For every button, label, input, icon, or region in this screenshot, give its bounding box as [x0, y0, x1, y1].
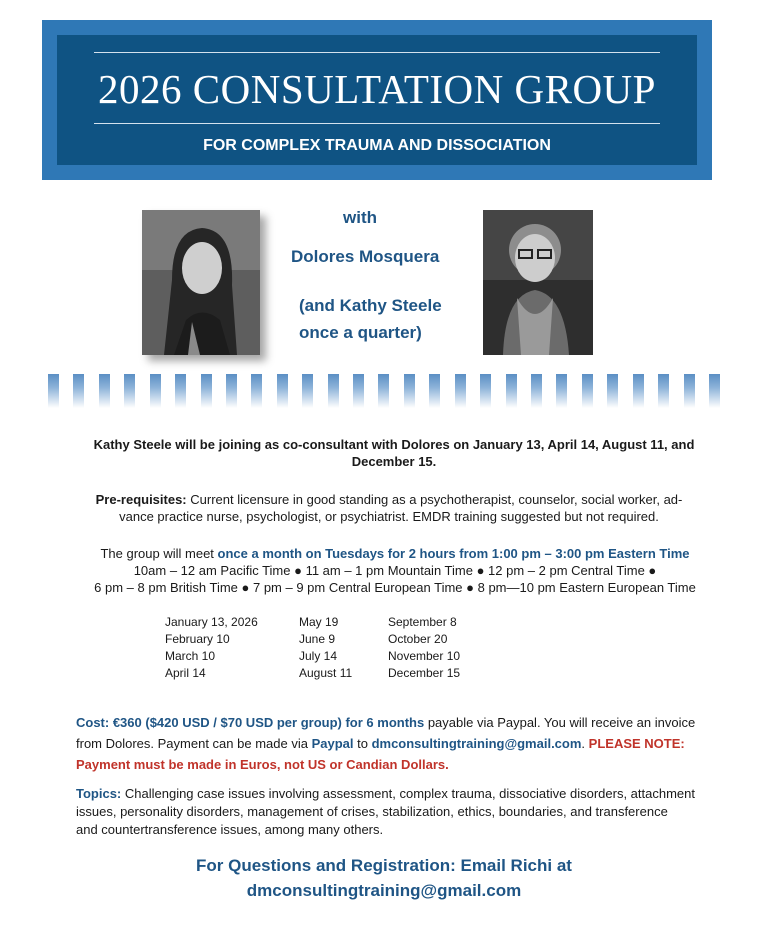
schedule-section: [30, 545, 760, 596]
date-item: January 13, 2026: [165, 615, 258, 629]
header-banner-inner: [57, 35, 697, 165]
topics-text-1: Challenging case issues involving assessment, complex trauma, dissociative disorders, attachment: [121, 786, 695, 801]
topics-line-2: issues, personality disorders, management of crises, stabilization, ethics, boundaries, and transference: [76, 804, 668, 819]
announcement-line-2: December 15.: [351, 454, 437, 469]
prerequisites-text-1: Current licensure in good standing as a psychotherapist, counselor, social worker, ad-: [186, 492, 683, 507]
co-consultant-line-2: once a quarter): [299, 323, 422, 343]
cost-text: payable via Paypal. You will receive an invoice: [424, 715, 696, 730]
prerequisites-line-2: vance practice nurse, psychologist, or psychiatrist. EMDR training suggested but not required.: [119, 509, 659, 524]
date-item: August 11: [299, 666, 353, 680]
announcement-line-1: Kathy Steele will be joining as co-consultant with Dolores on January 13, April 14, August 11, and: [93, 437, 695, 452]
cost-line-1: [76, 712, 716, 733]
topics-section: [76, 785, 726, 839]
date-item: December 15: [388, 666, 461, 680]
meeting-dates: [165, 614, 485, 686]
dates-column-3: [388, 614, 460, 682]
paypal-label: Paypal: [311, 736, 354, 751]
page-subtitle: FOR COMPLEX TRAUMA AND DISSOCIATION: [203, 137, 551, 154]
date-item: November 10: [388, 649, 461, 663]
date-item: February 10: [165, 632, 230, 646]
date-item: July 14: [299, 649, 338, 663]
co-consultant-line-1: (and Kathy Steele: [299, 296, 442, 315]
header-banner: [42, 20, 712, 180]
dates-column-1: [165, 614, 258, 682]
schedule-line-1: [30, 545, 760, 562]
dates-column-2: [299, 614, 352, 682]
schedule-intro: The group will meet: [100, 546, 218, 561]
kathy-announcement: [60, 436, 728, 470]
registration-heading: For Questions and Registration: Email Richi at: [196, 856, 572, 875]
cost-section: [76, 712, 716, 775]
co-consultant-note: [299, 292, 479, 346]
with-label: with: [343, 208, 377, 227]
prerequisites-line-1: [50, 491, 728, 508]
page-title: 2026 CONSULTATION GROUP: [98, 66, 656, 112]
consultant-name: Dolores Mosquera: [291, 247, 440, 266]
prerequisites-label: Pre-requisites:: [95, 492, 187, 507]
prerequisites-section: [50, 491, 728, 525]
payment-text: from Dolores. Payment can be made via: [76, 736, 312, 751]
please-note-label: PLEASE NOTE:: [588, 736, 685, 751]
currency-note: Payment must be made in Euros, not US or Candian Dollars.: [76, 757, 449, 772]
schedule-highlight: once a month on Tuesdays for 2 hours from 1:00 pm – 3:00 pm Eastern Time: [217, 546, 690, 561]
cost-line-2: [76, 733, 716, 754]
payment-to: to: [353, 736, 372, 751]
payment-email[interactable]: dmconsultingtraining@gmail.com: [371, 736, 582, 751]
topics-line-1: [76, 785, 726, 803]
date-item: April 14: [165, 666, 206, 680]
date-item: October 20: [388, 632, 448, 646]
date-item: March 10: [165, 649, 216, 663]
kathy-photo: [483, 210, 593, 355]
topics-line-3: and countertransference issues, among many others.: [76, 822, 384, 837]
date-item: June 9: [299, 632, 336, 646]
banner-bottom-rule: [94, 123, 660, 124]
registration-email[interactable]: dmconsultingtraining@gmail.com: [246, 881, 522, 900]
date-item: May 19: [299, 615, 339, 629]
decorative-stripe-divider: [48, 374, 720, 408]
schedule-line-3: 6 pm – 8 pm British Time ● 7 pm – 9 pm Central European Time ● 8 pm—10 pm Eastern European Time: [94, 580, 696, 595]
topics-label: Topics:: [76, 786, 122, 801]
dolores-photo: [142, 210, 260, 355]
banner-top-rule: [94, 52, 660, 53]
cost-label: Cost: €360 ($420 USD / $70 USD per group) for 6 months: [76, 715, 425, 730]
date-item: September 8: [388, 615, 457, 629]
payment-dot: .: [581, 736, 589, 751]
schedule-line-2: 10am – 12 am Pacific Time ● 11 am – 1 pm Mountain Time ● 12 pm – 2 pm Central Time ●: [133, 563, 657, 578]
